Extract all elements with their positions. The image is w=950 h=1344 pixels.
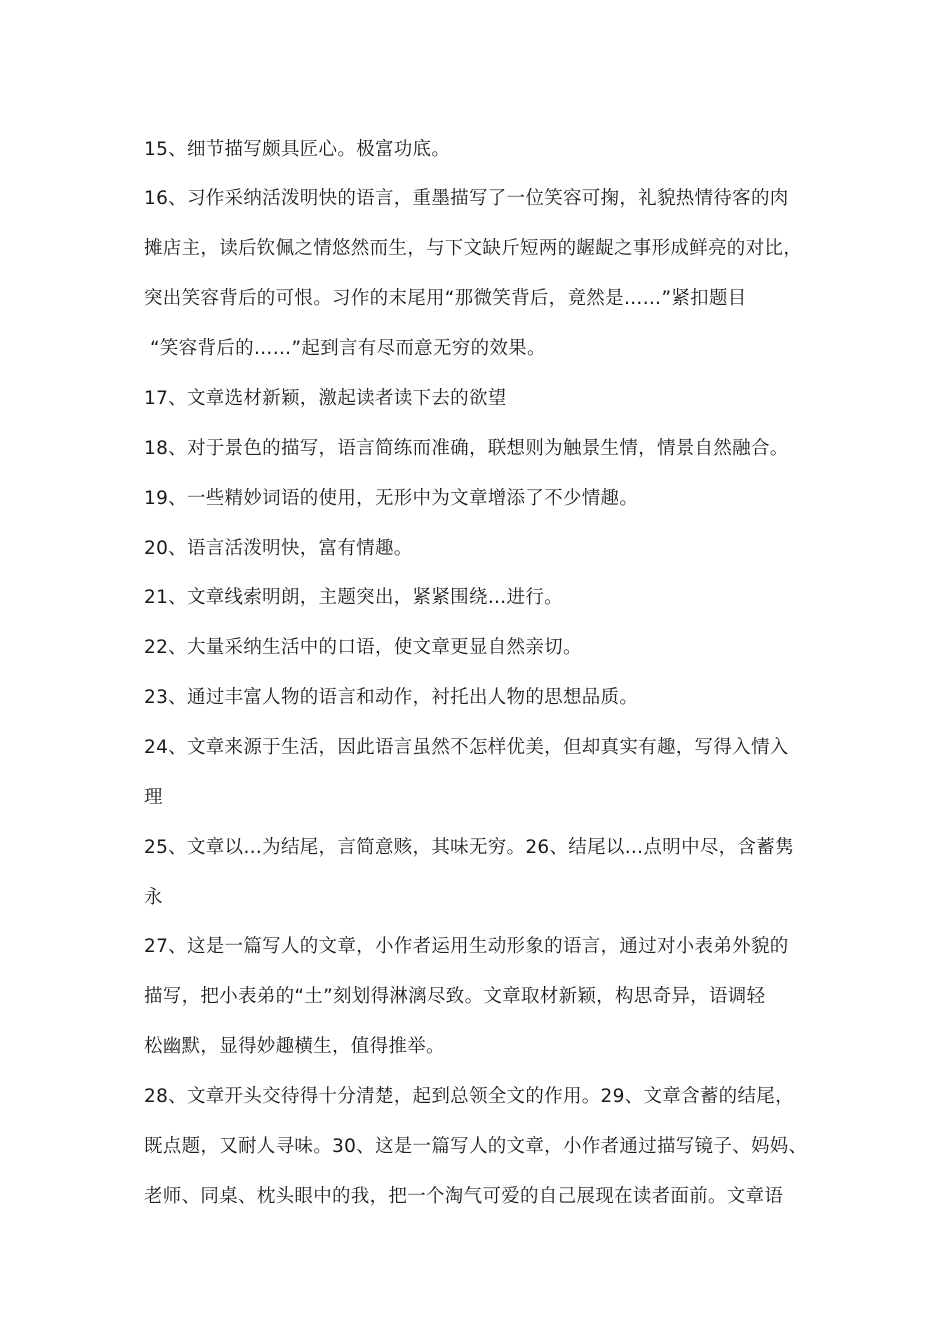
text-line: 既点题，又耐人寻味。30、这是一篇写人的文章，小作者通过描写镜子、妈妈、	[144, 1136, 808, 1157]
text-line: 16、习作采纳活泼明快的语言，重墨描写了一位笑容可掬，礼貌热情待客的肉	[144, 188, 789, 209]
text-line: 18、对于景色的描写，语言简练而准确，联想则为触景生情，情景自然融合。	[144, 438, 789, 459]
text-line: 24、文章来源于生活，因此语言虽然不怎样优美，但却真实有趣，写得入情入	[144, 737, 789, 758]
text-line: 19、一些精妙词语的使用，无形中为文章增添了不少情趣。	[144, 488, 639, 509]
text-line: 25、文章以…为结尾，言简意赅，其味无穷。26、结尾以…点明中尽，含蓄隽	[144, 837, 794, 858]
text-line: 摊店主，读后钦佩之情悠然而生，与下文缺斤短两的龌龊之事形成鲜亮的对比，	[144, 238, 803, 259]
text-line: 28、文章开头交待得十分清楚，起到总领全文的作用。29、文章含蓄的结尾，	[144, 1086, 794, 1107]
text-line: 老师、同桌、枕头眼中的我，把一个淘气可爱的自己展现在读者面前。文章语	[144, 1186, 784, 1207]
text-line: 15、细节描写颇具匠心。极富功底。	[144, 139, 451, 160]
text-line: 17、文章选材新颖，激起读者读下去的欲望	[144, 388, 507, 409]
text-line: 27、这是一篇写人的文章，小作者运用生动形象的语言，通过对小表弟外貌的	[144, 936, 789, 957]
text-line: 20、语言活泼明快，富有情趣。	[144, 538, 413, 559]
text-line: 突出笑容背后的可恨。习作的末尾用“那微笑背后，竟然是……”紧扣题目	[144, 288, 747, 309]
text-line: 22、大量采纳生活中的口语，使文章更显自然亲切。	[144, 637, 582, 658]
text-line: 理	[144, 787, 163, 808]
text-line: 永	[144, 887, 163, 908]
text-line: 描写，把小表弟的“土”刻划得淋漓尽致。文章取材新颖，构思奇异，语调轻	[144, 986, 766, 1007]
text-line: “笑容背后的……”起到言有尽而意无穷的效果。	[150, 338, 546, 359]
text-line: 松幽默，显得妙趣横生，值得推举。	[144, 1036, 445, 1057]
text-line: 21、文章线索明朗，主题突出，紧紧围绕…进行。	[144, 587, 563, 608]
text-line: 23、通过丰富人物的语言和动作，衬托出人物的思想品质。	[144, 687, 639, 708]
